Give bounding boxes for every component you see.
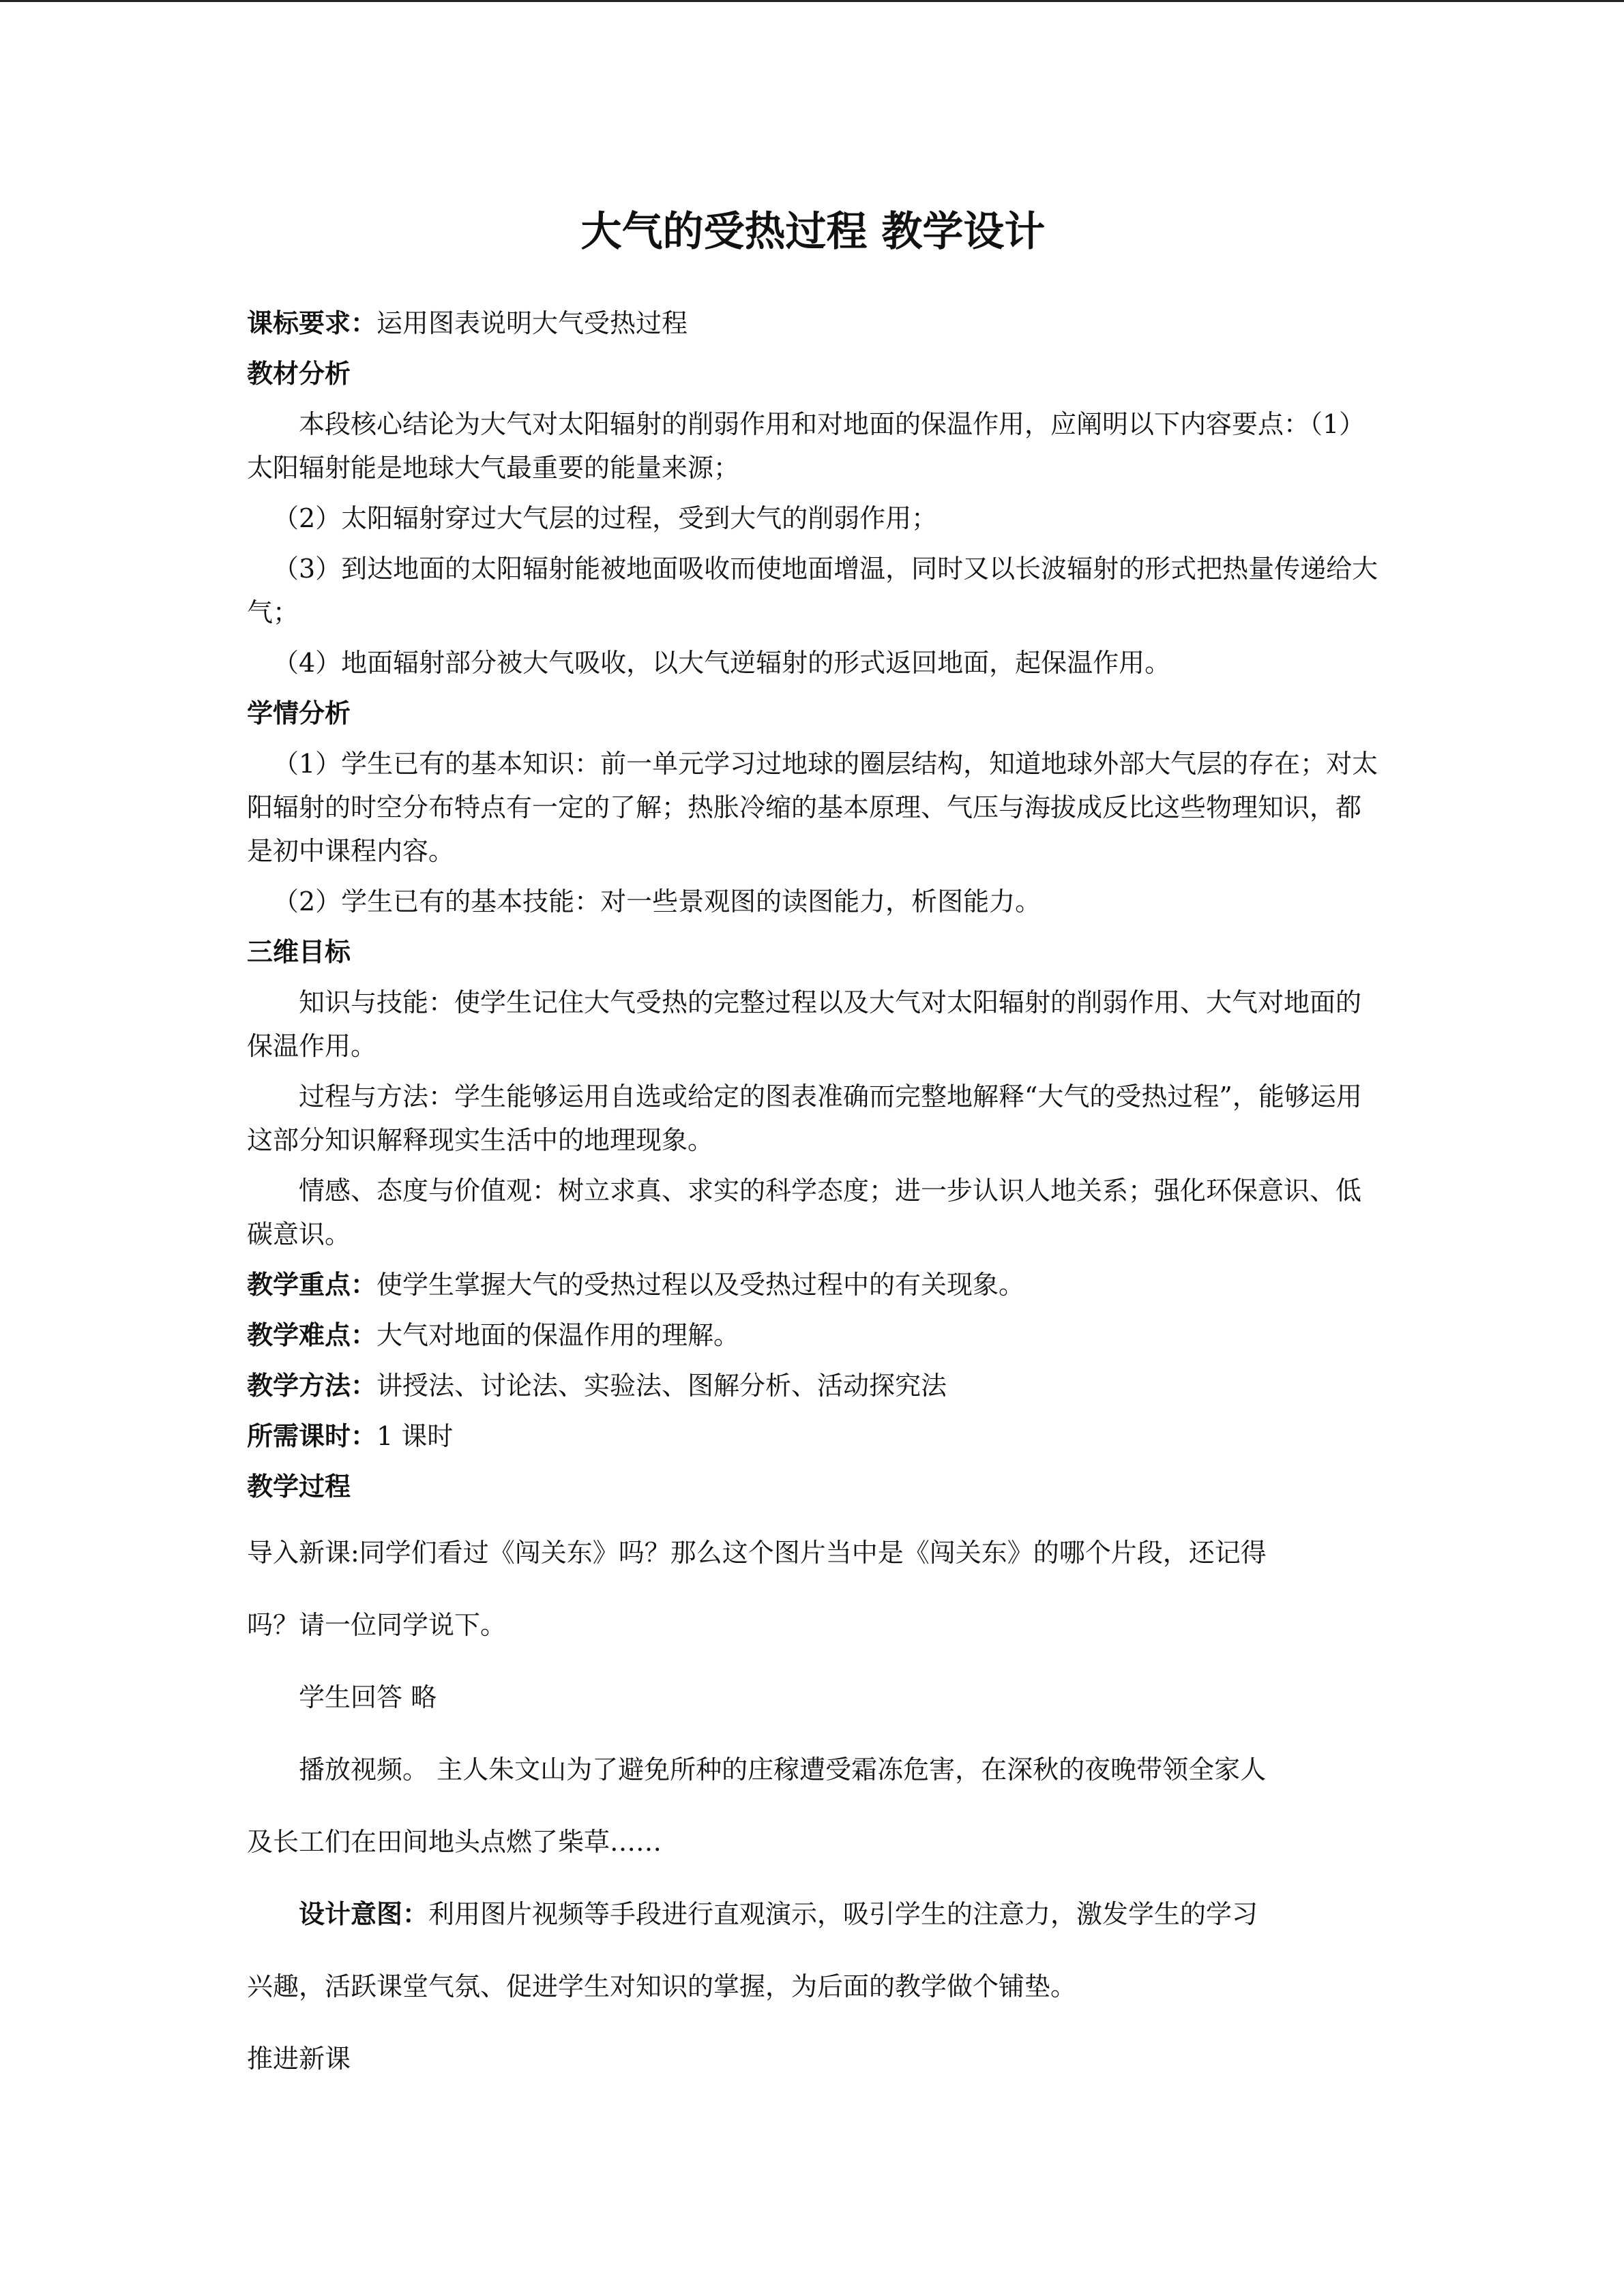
design-intent-text-1: 利用图片视频等手段进行直观演示，吸引学生的注意力，激发学生的学习 xyxy=(428,1899,1258,1929)
textbook-point-4: （4）地面辐射部分被大气吸收，以大气逆辐射的形式返回地面，起保温作用。 xyxy=(273,648,1171,678)
difficulty-text: 大气对地面的保温作用的理解。 xyxy=(377,1320,740,1350)
difficulty xyxy=(247,1313,1379,1357)
class-hours xyxy=(247,1414,1379,1458)
hours-label: 所需课时： xyxy=(247,1420,377,1451)
goal-values: 情感、态度与价值观：树立求真、求实的科学态度；进一步认识人地关系；强化环保意识、低碳意识。 xyxy=(247,1176,1362,1249)
process-intro-line-2: 吗？请一位同学说下。 xyxy=(247,1610,507,1640)
process-intro-line-1: 导入新课:同学们看过《闯关东》吗？那么这个图片当中是《闯关东》的哪个片段，还记得 xyxy=(247,1538,1267,1568)
process-heading: 教学过程 xyxy=(247,1471,351,1502)
teaching-methods xyxy=(247,1364,1379,1407)
video-line-1: 播放视频。 主人朱文山为了避免所种的庄稼遭受霜冻危害，在深秋的夜晚带领全家人 xyxy=(299,1755,1267,1785)
key-point-text: 使学生掌握大气的受热过程以及受热过程中的有关现象。 xyxy=(377,1270,1025,1300)
key-point-label: 教学重点： xyxy=(247,1269,377,1300)
curriculum-text: 运用图表说明大气受热过程 xyxy=(377,308,688,338)
difficulty-label: 教学难点： xyxy=(247,1320,377,1350)
curriculum-requirement xyxy=(247,301,1379,345)
design-intent-line-2: 兴趣，活跃课堂气氛、促进学生对知识的掌握，为后面的教学做个铺垫。 xyxy=(247,1971,1077,2001)
goal-process-methods: 过程与方法：学生能够运用自选或给定的图表准确而完整地解释“大气的受热过程”，能够运用这部分知识解释现实生活中的地理现象。 xyxy=(247,1082,1362,1155)
student-skills: （2）学生已有的基本技能：对一些景观图的读图能力，析图能力。 xyxy=(273,886,1042,916)
textbook-point-3: （3）到达地面的太阳辐射能被地面吸收而使地面增温，同时又以长波辐射的形式把热量传递给大气； xyxy=(247,554,1378,627)
methods-text: 讲授法、讨论法、实验法、图解分析、活动探究法 xyxy=(377,1371,947,1401)
page-title: 大气的受热过程 教学设计 xyxy=(580,208,1046,256)
video-line-2: 及长工们在田间地头点燃了柴草…… xyxy=(247,1827,662,1857)
textbook-intro: 本段核心结论为大气对太阳辐射的削弱作用和对地面的保温作用，应阐明以下内容要点：（1）太阳辐射能是地球大气最重要的能量来源； xyxy=(247,409,1365,483)
goal-knowledge-skills: 知识与技能：使学生记住大气受热的完整过程以及大气对太阳辐射的削弱作用、大气对地面的保温作用。 xyxy=(247,987,1362,1061)
design-intent-line-1 xyxy=(247,1878,1379,1950)
methods-label: 教学方法： xyxy=(247,1370,377,1401)
hours-text: 1 课时 xyxy=(377,1421,454,1451)
advance-new-lesson: 推进新课 xyxy=(247,2044,351,2074)
design-intent-label: 设计意图： xyxy=(299,1898,429,1929)
curriculum-label: 课标要求： xyxy=(247,308,377,338)
key-point xyxy=(247,1263,1379,1307)
student-analysis-heading: 学情分析 xyxy=(247,698,351,728)
student-knowledge: （1）学生已有的基本知识：前一单元学习过地球的圈层结构，知道地球外部大气层的存在；对太阳辐射的时空分布特点有一定的了解；热胀冷缩的基本原理、气压与海拔成反比这些物理知识，都是初中课程内容。 xyxy=(247,749,1378,866)
document-page xyxy=(247,205,1379,2095)
top-border-line xyxy=(0,0,1624,2)
goals-heading: 三维目标 xyxy=(247,936,351,967)
student-answer: 学生回答 略 xyxy=(299,1682,437,1712)
textbook-analysis-heading: 教材分析 xyxy=(247,358,351,389)
textbook-point-2: （2）太阳辐射穿过大气层的过程，受到大气的削弱作用； xyxy=(273,503,938,533)
